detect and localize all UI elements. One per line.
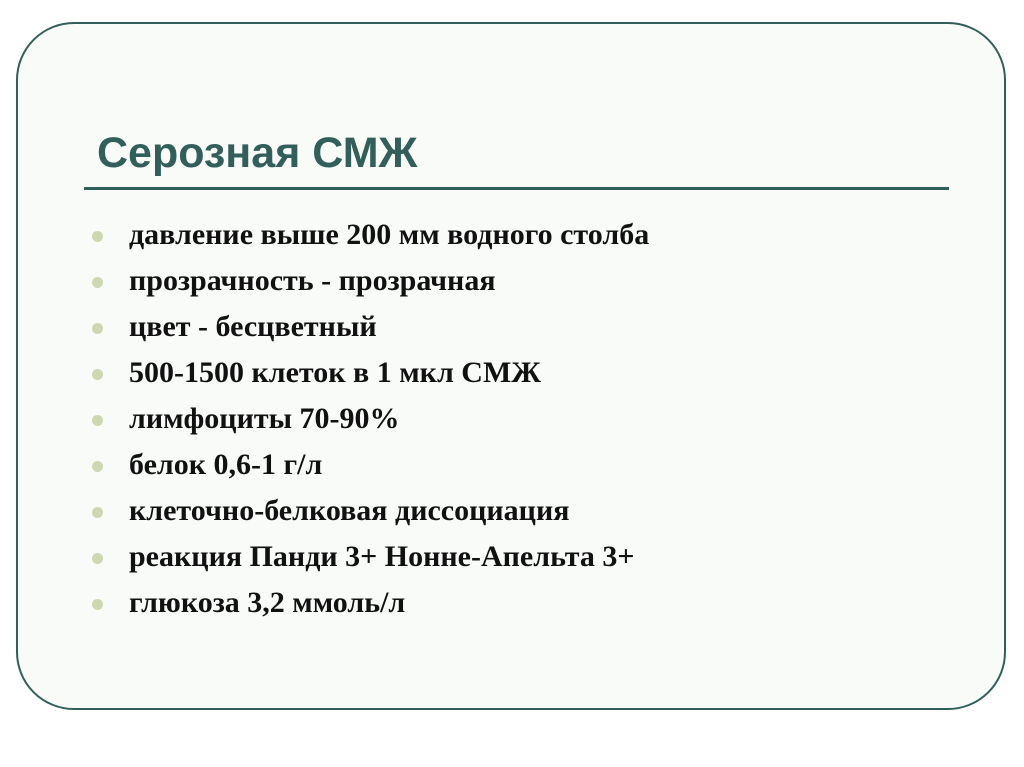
bullet-text: прозрачность - прозрачная [129,264,496,297]
bullet-item [92,350,649,396]
bullet-icon [92,277,103,288]
bullet-icon [92,231,103,242]
bullet-text: белок 0,6-1 г/л [129,448,323,481]
bullet-icon [92,369,103,380]
bullet-item [92,396,649,442]
bullet-icon [92,507,103,518]
bullet-text: клеточно-белковая диссоциация [129,494,570,527]
bullet-icon [92,415,103,426]
bullet-list [92,212,649,626]
bullet-item [92,442,649,488]
bullet-text: цвет - бесцветный [129,310,377,343]
bullet-icon [92,553,103,564]
slide-title: Серозная СМЖ [97,129,418,177]
bullet-icon [92,323,103,334]
bullet-text: давление выше 200 мм водного столба [129,218,650,251]
bullet-text: глюкоза 3,2 ммоль/л [129,586,406,619]
bullet-icon [92,599,103,610]
bullet-item [92,534,649,580]
bullet-text: лимфоциты 70-90% [129,402,400,435]
bullet-item [92,488,649,534]
title-divider [84,187,949,190]
bullet-icon [92,461,103,472]
bullet-item [92,304,649,350]
bullet-text: 500-1500 клеток в 1 мкл СМЖ [129,356,541,389]
bullet-text: реакция Панди 3+ Нонне-Апельта 3+ [129,540,635,573]
bullet-item [92,258,649,304]
bullet-item [92,580,649,626]
bullet-item [92,212,649,258]
